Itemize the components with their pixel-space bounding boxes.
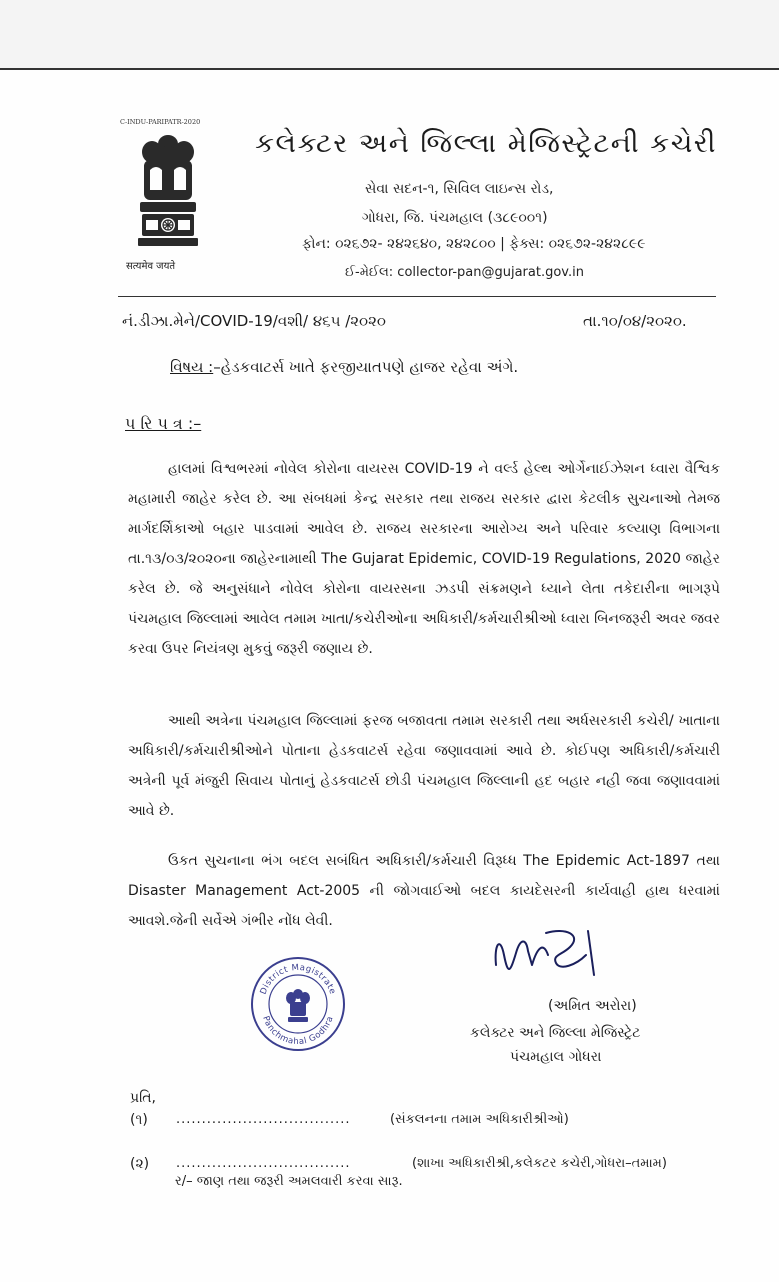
email-line — [345, 265, 584, 280]
circular-heading: પ રિ પ ત્ર :– — [125, 414, 202, 433]
body-paragraph-1 — [128, 454, 720, 664]
recipient-dots-1: .................................. — [176, 1112, 351, 1127]
subject-line — [170, 358, 518, 376]
recipient-number-2: (૨) — [130, 1156, 150, 1172]
email-label: ઈ-મેઈલ: — [345, 265, 394, 280]
lion-capital-emblem-icon — [130, 130, 206, 254]
subject-label: વિષય : — [170, 358, 214, 376]
signatory-designation: કલેક્ટર અને જિલ્લા મેજિસ્ટ્રેટ — [470, 1025, 641, 1041]
paragraph-text: આથી અત્રેના પંચમહાલ જિલ્લામાં ફરજ બજાવતા તમામ સરકારી તથા અર્ધસરકારી કચેરી/ ખાતાના અધિકારી/કર્મચારીશ્રીઓને પોતાના હેડકવાટર્સ રહેવા જણાવવામાં આવે છે. કોઈપણ અધિકારી/કર્મચારી અત્રેની પૂર્વ મંજુરી સિવાય પોતાનું હેડકવાટર્સ છોડી પંચમહાલ જિલ્લાની હદ બહાર નહી જવા જણાવવામાં આવે છે. — [128, 713, 720, 819]
emblem-block — [118, 118, 218, 278]
body-paragraph-2 — [128, 706, 720, 826]
recipient-text-1: (સંકલનના તમામ અધિકારીશ્રીઓ) — [390, 1112, 569, 1127]
seal-text-top: District Magistrate — [258, 962, 338, 996]
body-paragraph-3 — [128, 846, 720, 936]
email-address: collector-pan@gujarat.gov.in — [397, 265, 584, 280]
document-code: C-INDU-PARIPATR-2020 — [120, 118, 201, 126]
circular-document — [0, 68, 779, 1282]
signatory-place: પંચમહાલ ગોધરા — [510, 1049, 602, 1065]
address-line-2: ગોધરા, જિ. પંચમહાલ (૩૮૯૦૦૧) — [362, 210, 548, 226]
recipient-text-2: (શાખા અધિકારીશ્રી,કલેકટર કચેરી,ગોધરા–તમામ) — [412, 1156, 667, 1171]
office-title: કલેક્ટર અને જિલ્લા મેજિસ્ટ્રેટની કચેરી — [255, 128, 717, 159]
header-divider — [118, 296, 716, 297]
distribution-label: પ્રતિ, — [130, 1090, 156, 1106]
reference-date: તા.૧૦/૦૪/૨૦૨૦. — [583, 312, 687, 330]
seal-text-bottom: Panchmahal Godhra — [260, 1014, 336, 1048]
signature-icon — [486, 925, 626, 985]
seal-emblem-icon — [286, 989, 310, 1022]
signatory-name: (અમિત અરોરા) — [548, 998, 637, 1014]
emblem-motto: सत्यमेव जयते — [126, 261, 176, 272]
phone-fax-line: ફોન: ૦૨૬૭૨- ૨૪૨૬૪૦, ૨૪૨૮૦૦ | ફેક્સ: ૦૨૬૭૨-૨૪૨૮૯૯ — [302, 236, 646, 252]
reference-number: નં.ડીઝા.મેને/COVID-19/વશી/ ૪૬૫ /૨૦૨૦ — [122, 312, 386, 330]
paragraph-text: ઉકત સુચનાના ભંગ બદલ સબંધિત અધિકારી/કર્મચારી વિરૂધ્ધ The Epidemic Act-1897 તથા Disaster Management Act-2005 ની જોગવાઈઓ બદલ કાયદેસરની કાર્યવાહી હાથ ધરવામાં આવશે.જેની સર્વેએ ગંભીર નોંધ લેવી. — [128, 853, 720, 929]
recipient-number-1: (૧) — [130, 1112, 148, 1128]
district-magistrate-seal — [250, 956, 346, 1052]
subject-text: –હેડકવાટર્સ ખાતે ફરજીયાતપણે હાજર રહેવા અંગે. — [213, 358, 519, 376]
distribution-note: ર/– જાણ તથા જરૂરી અમલવારી કરવા સારૂ. — [175, 1174, 403, 1189]
address-line-1: સેવા સદન-૧, સિવિલ લાઇન્સ રોડ, — [365, 181, 554, 197]
paragraph-text: હાલમાં વિશ્વભરમાં નોવેલ કોરોના વાયરસ COVID-19 ને વર્લ્ડ હેલ્થ ઓર્ગેનાઈઝેશન ધ્વારા વૈશ્વિક મહામારી જાહેર કરેલ છે. આ સંબધમાં કેન્દ્ર સરકાર તથા રાજય સરકાર દ્વારા કેટલીક સુચનાઓ તેમજ માર્ગદર્શિકાઓ બહાર પાડવામાં આવેલ છે. રાજય સરકારના આરોગ્ય અને પરિવાર કલ્યાણ વિભાગના તા.૧૩/૦૩/૨૦૨૦ના જાહેરનામાથી The Gujarat Epidemic, COVID-19 Regulations, 2020 જાહેર કરેલ છે. જે અનુસંધાને નોવેલ કોરોના વાયરસના ઝડપી સંક્રમણને ધ્યાને લેતા તકેદારીના ભાગરૂપે પંચમહાલ જિલ્લામાં આવેલ તમામ ખાતા/કચેરીઓના અધિકારી/કર્મચારીશ્રીઓ ધ્વારા બિનજરૂરી અવર જવર કરવા ઉપર નિયંત્રણ મુકવું જરૂરી જણાય છે. — [128, 461, 720, 657]
recipient-dots-2: .................................. — [176, 1156, 351, 1171]
